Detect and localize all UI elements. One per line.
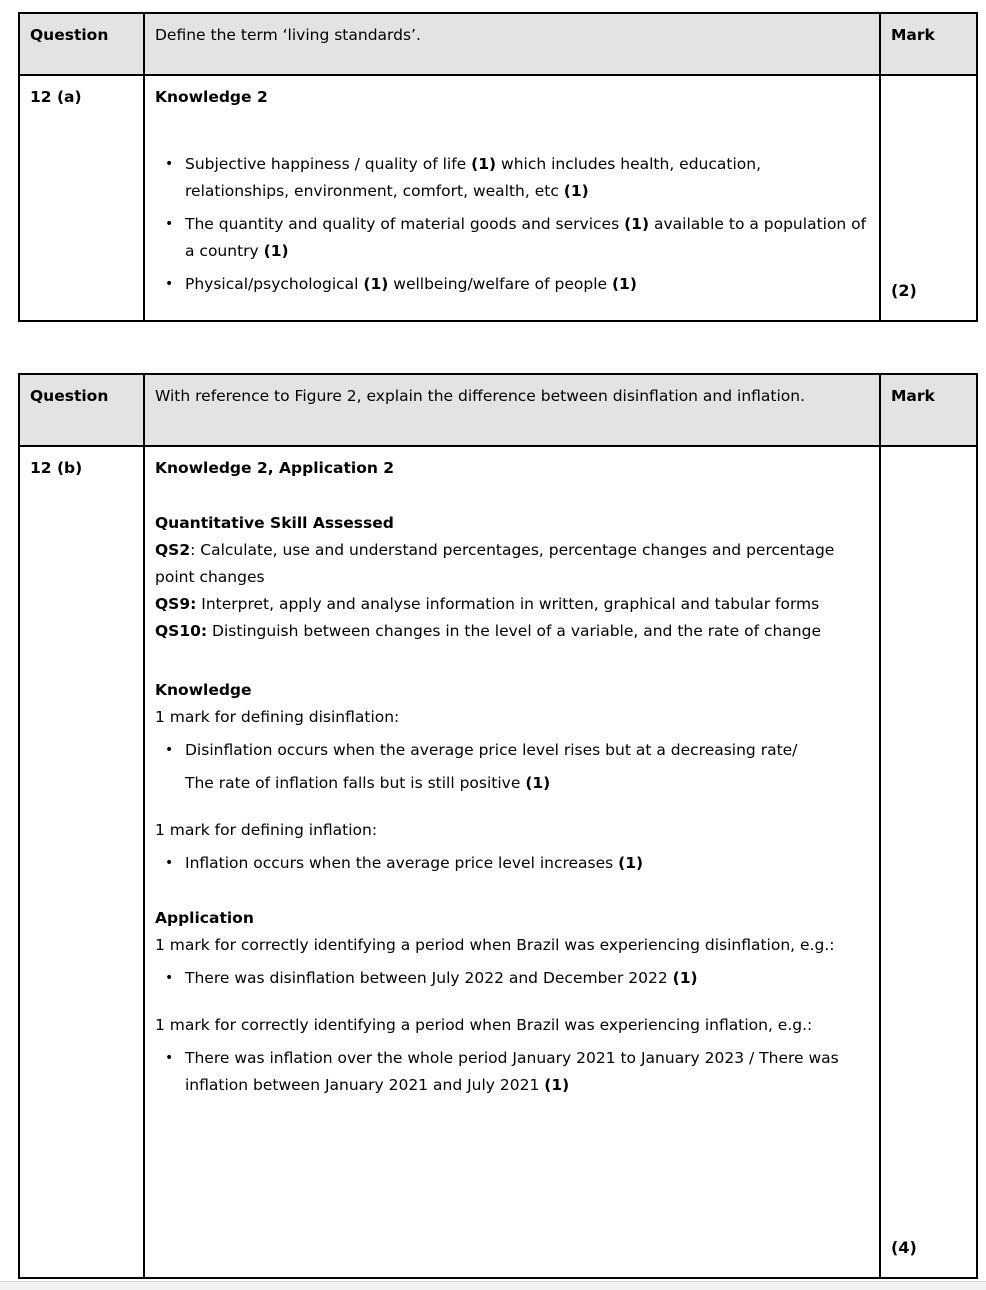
bullet-item (155, 965, 869, 992)
spacer (155, 645, 869, 677)
answer-cell (144, 75, 880, 321)
question-id-cell: 12 (a) (19, 75, 144, 321)
content-heading: Knowledge (155, 681, 252, 699)
mark-scheme-table-12a (18, 12, 978, 322)
spacer (155, 803, 869, 817)
mark-value: (2) (891, 281, 917, 300)
content-paragraph: QS2: Calculate, use and understand percentages, percentage changes and percentage point changes (155, 541, 835, 586)
bullet-text (185, 271, 869, 298)
question-prompt: With reference to Figure 2, explain the difference between disinflation and inflation. (144, 374, 880, 446)
bullet-text (185, 737, 869, 797)
bullet-paragraph: The quantity and quality of material goods and services (1) available to a population of a country (1) (185, 215, 867, 260)
bullet-item (155, 1045, 869, 1099)
bullet-icon: • (165, 216, 174, 232)
bullet-paragraph: There was inflation over the whole period January 2021 to January 2023 / There was inflation between January 2021 and July 2021 (1) (185, 1049, 839, 1094)
mark-column-header: Mark (880, 13, 977, 75)
bullet-icon: • (165, 1050, 174, 1066)
table-header-row (19, 374, 977, 446)
bullet-paragraph: The rate of inflation falls but is still positive (1) (185, 774, 551, 792)
bullet-text (185, 1045, 869, 1099)
bullet-item (155, 737, 869, 797)
bullet-icon: • (165, 742, 174, 758)
bullet-icon: • (165, 855, 174, 871)
content-heading: Application (155, 909, 254, 927)
spacer (155, 482, 869, 510)
bullet-paragraph: Disinflation occurs when the average price level rises but at a decreasing rate/ (185, 741, 798, 759)
spacer (155, 883, 869, 905)
bullet-item (155, 151, 869, 205)
bullet-paragraph: Physical/psychological (1) wellbeing/welfare of people (1) (185, 275, 637, 293)
table-body-row (19, 75, 977, 321)
bullet-paragraph: Subjective happiness / quality of life (1) which includes health, education, relationships, environment, comfort, wealth, etc (1) (185, 155, 762, 200)
content-paragraph: 1 mark for defining disinflation: (155, 708, 400, 726)
bullet-item (155, 271, 869, 298)
bullet-icon: • (165, 276, 174, 292)
content-paragraph: 1 mark for defining inflation: (155, 821, 378, 839)
bullet-text (185, 211, 869, 265)
mark-column-header: Mark (880, 374, 977, 446)
spacer (155, 998, 869, 1012)
question-prompt: Define the term ‘living standards’. (144, 13, 880, 75)
mark-value-cell (880, 75, 977, 321)
page-bottom-edge (0, 1281, 986, 1290)
content-heading: Knowledge 2 (155, 88, 268, 106)
question-column-header: Question (19, 374, 144, 446)
table-header-row (19, 13, 977, 75)
content-paragraph: QS10: Distinguish between changes in the level of a variable, and the rate of change (155, 622, 822, 640)
bullet-paragraph: There was disinflation between July 2022 and December 2022 (1) (185, 969, 698, 987)
table-body-row (19, 446, 977, 1278)
bullet-paragraph: Inflation occurs when the average price level increases (1) (185, 854, 644, 872)
bullet-text (185, 850, 869, 877)
bullet-item (155, 850, 869, 877)
content-paragraph: QS9: Interpret, apply and analyse information in written, graphical and tabular forms (155, 595, 820, 613)
spacer (155, 111, 869, 145)
content-paragraph: 1 mark for correctly identifying a period when Brazil was experiencing disinflation, e.g.: (155, 936, 835, 954)
mark-value: (4) (891, 1238, 917, 1257)
question-id-cell: 12 (b) (19, 446, 144, 1278)
content-heading: Knowledge 2, Application 2 (155, 459, 395, 477)
mark-scheme-table-12b (18, 373, 978, 1279)
bullet-icon: • (165, 970, 174, 986)
bullet-icon: • (165, 156, 174, 172)
mark-value-cell (880, 446, 977, 1278)
content-paragraph: 1 mark for correctly identifying a period when Brazil was experiencing inflation, e.g.: (155, 1016, 813, 1034)
bullet-text (185, 151, 869, 205)
question-column-header: Question (19, 13, 144, 75)
bullet-text (185, 965, 869, 992)
content-heading: Quantitative Skill Assessed (155, 514, 394, 532)
answer-cell (144, 446, 880, 1278)
bullet-item (155, 211, 869, 265)
